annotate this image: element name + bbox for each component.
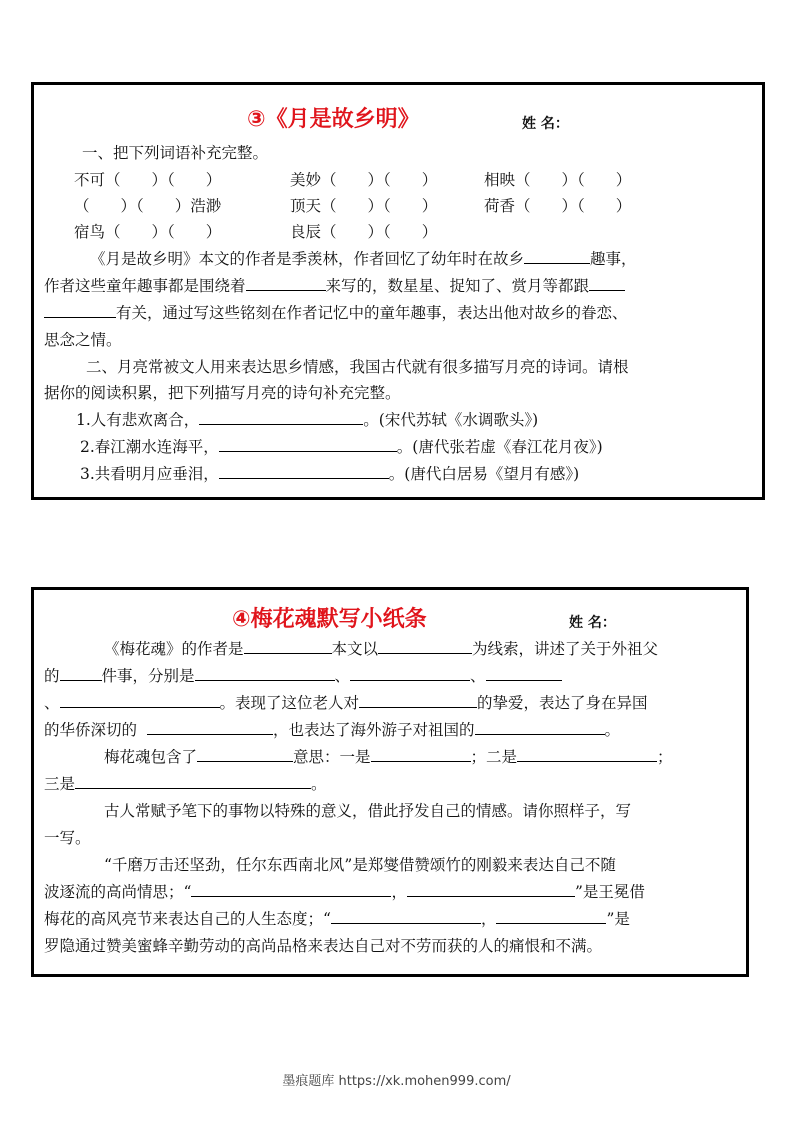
answer-blank[interactable]	[378, 639, 472, 654]
paragraph-line	[44, 276, 625, 296]
word-item: 良辰（ ）（ ）	[290, 223, 438, 241]
text: 、	[44, 694, 60, 712]
answer-blank[interactable]	[371, 747, 471, 762]
text: 三是	[44, 775, 76, 793]
answer-blank[interactable]	[75, 774, 311, 789]
poem-line	[80, 464, 579, 484]
answer-blank[interactable]	[191, 882, 391, 897]
paragraph-line: 据你的阅读积累，把下列描写月亮的诗句补充完整。	[44, 384, 401, 402]
text: 的华侨深切的	[44, 721, 138, 739]
paragraph-line: 罗隐通过赞美蜜蜂辛勤劳动的高尚品格来表达自己对不劳而获的人的痛恨和不满。	[44, 937, 603, 955]
name-label: 姓 名：	[569, 615, 616, 631]
answer-blank[interactable]	[219, 437, 397, 452]
paragraph-line: 一写。	[44, 829, 91, 847]
word-item: 宿鸟（ ）（ ）	[74, 223, 222, 241]
answer-blank[interactable]	[359, 693, 477, 708]
answer-blank[interactable]	[486, 666, 562, 681]
paragraph-line	[104, 639, 658, 659]
footer-watermark: 墨痕题库 https://xk.mohen999.com/	[282, 1074, 511, 1089]
paragraph-line: 二、月亮常被文人用来表达思乡情感，我国古代就有很多描写月亮的诗词。请根	[86, 358, 629, 376]
text: ”是王冕借	[574, 883, 645, 901]
answer-blank[interactable]	[331, 909, 481, 924]
paragraph-line	[104, 747, 673, 767]
answer-blank[interactable]	[60, 666, 102, 681]
text: 意思：一是	[293, 748, 371, 766]
paragraph-line	[44, 909, 630, 929]
text: 的挚爱，表达了身在异国	[477, 694, 648, 712]
answer-blank[interactable]	[475, 720, 605, 735]
poem-line	[80, 437, 603, 457]
text: ”是	[606, 910, 630, 928]
text: ，	[480, 910, 497, 928]
section-heading: 一、把下列词语补充完整。	[82, 144, 269, 162]
word-item: 美妙（ ）（ ）	[290, 171, 438, 189]
answer-blank[interactable]	[589, 276, 625, 291]
text: ；二是	[470, 748, 518, 766]
text: 、	[334, 667, 351, 685]
text: 《月是故乡明》本文的作者是季羡林，作者回忆了幼年时在故乡	[90, 250, 525, 268]
answer-blank[interactable]	[350, 666, 470, 681]
word-item: 顶天（ ）（ ）	[290, 197, 438, 215]
text: 趣事，	[590, 250, 637, 268]
card-title: ③《月是故乡明》	[247, 107, 420, 132]
text: 。	[604, 721, 621, 739]
paragraph-line	[44, 774, 327, 794]
answer-blank[interactable]	[517, 747, 657, 762]
text: 本文以	[331, 640, 379, 658]
word-item: 荷香（ ）（ ）	[484, 197, 632, 215]
answer-blank[interactable]	[219, 464, 389, 479]
text: 、	[470, 667, 486, 685]
paragraph-line: “千磨万击还坚劲，任尔东西南北风”是郑燮借赞颂竹的刚毅来表达自己不随	[104, 856, 616, 874]
text: 1.人有悲欢离合，	[76, 411, 200, 429]
paragraph-line: 思念之情。	[44, 331, 122, 349]
text: 。(宋代苏轼《水调歌头》)	[363, 411, 539, 429]
worksheet-card-plum	[31, 587, 749, 977]
answer-blank[interactable]	[246, 276, 326, 291]
text: ；	[657, 748, 673, 766]
worksheet-card-moon	[31, 82, 765, 500]
text: 来写的，数星星、捉知了、赏月等都跟	[325, 277, 590, 295]
text: 为线索，讲述了关于外祖父	[472, 640, 659, 658]
poem-line	[76, 410, 538, 430]
text: 2.春江潮水连海平，	[80, 438, 219, 456]
text: ，也表达了海外游子对祖国的	[273, 721, 475, 739]
text: 《梅花魂》的作者是	[104, 640, 244, 658]
paragraph-line	[44, 666, 562, 686]
text: ，	[391, 883, 407, 901]
answer-blank[interactable]	[147, 720, 273, 735]
answer-blank[interactable]	[524, 249, 590, 264]
answer-blank[interactable]	[60, 693, 220, 708]
answer-blank[interactable]	[44, 303, 116, 318]
answer-blank[interactable]	[244, 639, 332, 654]
word-item: 相映（ ）（ ）	[484, 171, 632, 189]
card-title: ④梅花魂默写小纸条	[232, 607, 427, 632]
paragraph-line	[44, 882, 645, 902]
text: 件事，分别是	[101, 667, 195, 685]
text: 作者这些童年趣事都是围绕着	[44, 277, 246, 295]
paragraph-line	[44, 693, 648, 713]
answer-blank[interactable]	[496, 909, 606, 924]
name-label: 姓 名：	[522, 116, 569, 132]
text: 。(唐代白居易《望月有感》)	[388, 465, 580, 483]
text: 的	[44, 667, 60, 685]
word-item: 不可（ ）（ ）	[74, 171, 222, 189]
text: 。表现了这位老人对	[219, 694, 360, 712]
text: 3.共看明月应垂泪，	[80, 465, 219, 483]
text: 。	[311, 775, 327, 793]
answer-blank[interactable]	[195, 666, 335, 681]
text: 。(唐代张若虚《春江花月夜》)	[396, 438, 603, 456]
text: 有关，通过写这些铭刻在作者记忆中的童年趣事，表达出他对故乡的眷恋、	[116, 304, 628, 322]
answer-blank[interactable]	[199, 410, 363, 425]
paragraph-line	[44, 303, 628, 323]
paragraph-line	[44, 720, 620, 740]
word-item: （ ）（ ）浩渺	[74, 197, 222, 215]
text: 梅花的高风亮节来表达自己的人生态度；“	[44, 910, 331, 928]
text: 梅花魂包含了	[104, 748, 198, 766]
paragraph-line: 古人常赋予笔下的事物以特殊的意义，借此抒发自己的情感。请你照样子，写	[104, 802, 632, 820]
answer-blank[interactable]	[407, 882, 575, 897]
text: 波逐流的高尚情思；“	[44, 883, 192, 901]
answer-blank[interactable]	[197, 747, 293, 762]
paragraph-line	[90, 249, 637, 269]
